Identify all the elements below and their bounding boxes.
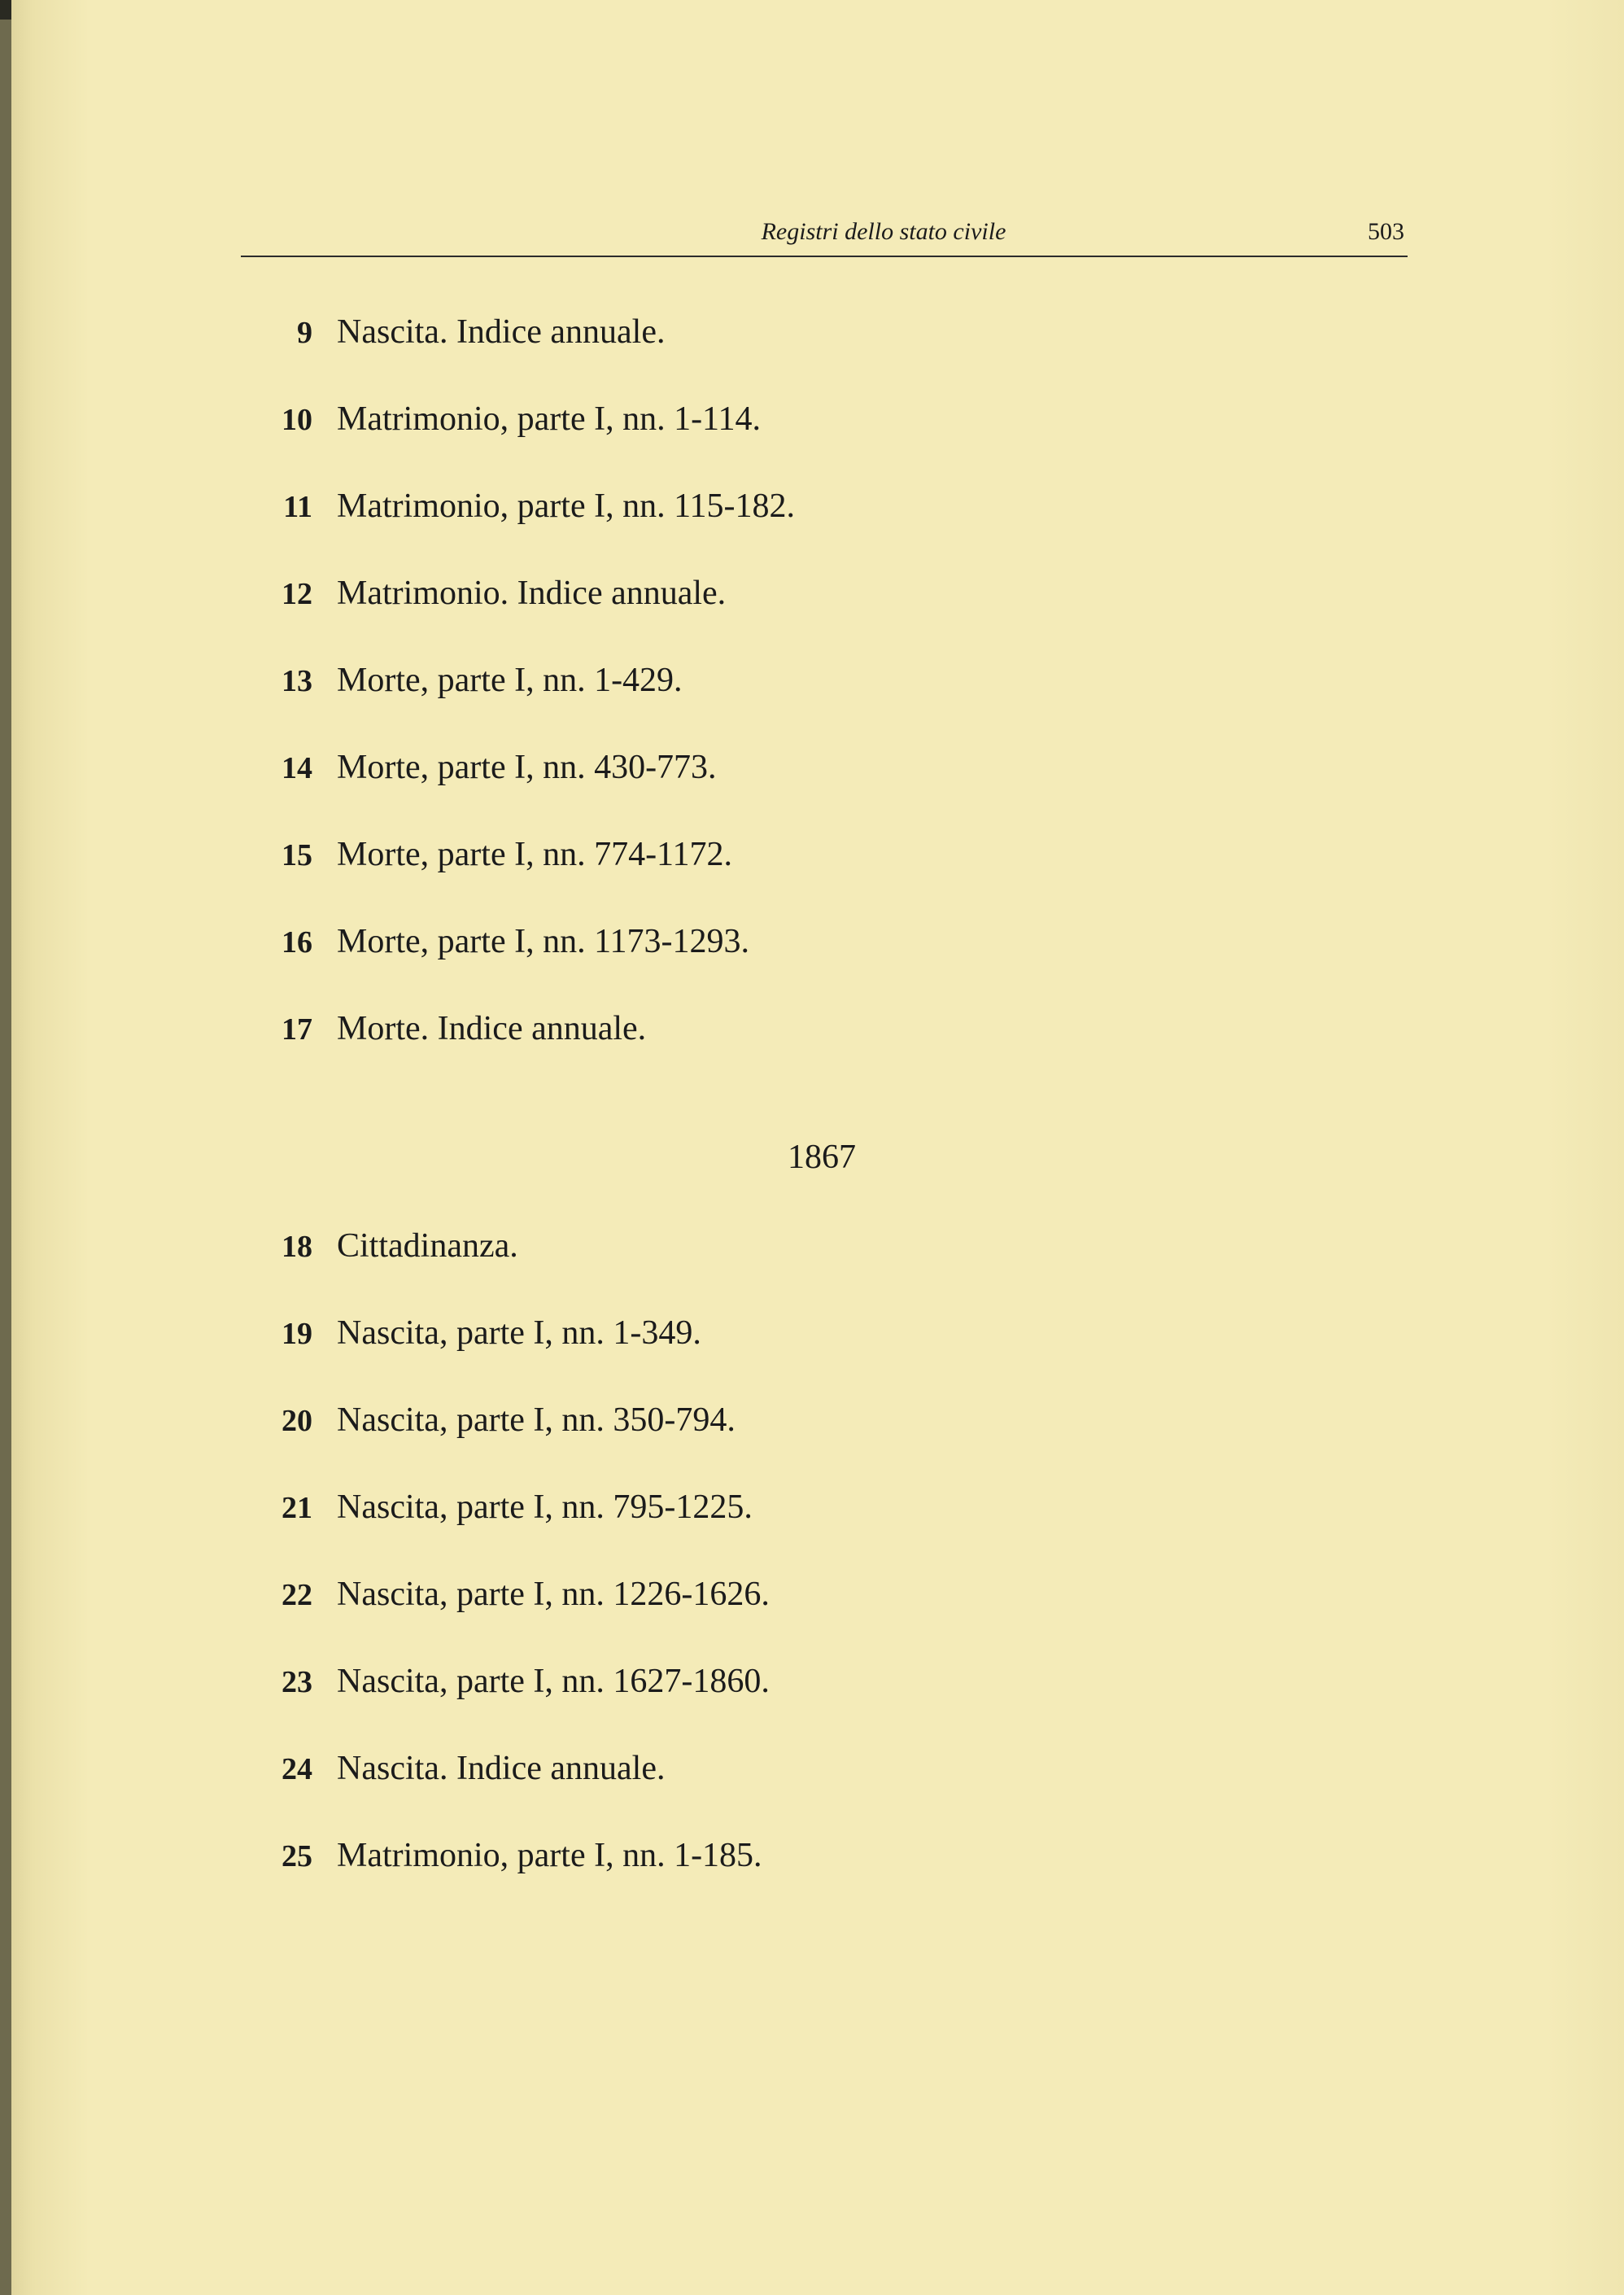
entry-text: Nascita, parte I, nn. 795-1225. <box>337 1488 753 1526</box>
register-entry <box>241 1657 1054 1706</box>
register-entry <box>241 743 1054 792</box>
register-entry <box>241 1222 1054 1270</box>
entry-number: 14 <box>282 751 312 785</box>
register-entry <box>241 1831 1054 1880</box>
entry-number: 10 <box>282 403 312 437</box>
entry-number: 12 <box>282 577 312 611</box>
entry-text: Matrimonio, parte I, nn. 1-185. <box>337 1837 762 1874</box>
running-title: Registri dello stato civile <box>761 218 1006 245</box>
entry-text: Matrimonio, parte I, nn. 115-182. <box>337 487 796 525</box>
entry-text: Matrimonio. Indice annuale. <box>337 575 727 612</box>
entry-number: 21 <box>282 1491 312 1525</box>
entry-text: Nascita, parte I, nn. 1-349. <box>337 1314 701 1352</box>
entry-number: 22 <box>282 1578 312 1612</box>
register-entry <box>241 1396 1054 1445</box>
entry-number: 24 <box>282 1752 312 1786</box>
entry-number: 15 <box>282 838 312 872</box>
entry-number: 23 <box>282 1665 312 1699</box>
entry-text: Cittadinanza. <box>337 1227 518 1265</box>
entry-text: Nascita, parte I, nn. 1627-1860. <box>337 1663 770 1700</box>
entry-text: Nascita. Indice annuale. <box>337 313 666 351</box>
register-entry <box>241 1483 1054 1532</box>
entry-text: Matrimonio, parte I, nn. 1-114. <box>337 400 762 438</box>
entry-text: Nascita, parte I, nn. 1226-1626. <box>337 1576 770 1613</box>
entry-number: 17 <box>282 1012 312 1047</box>
entry-text: Morte, parte I, nn. 430-773. <box>337 749 717 786</box>
entry-text: Nascita. Indice annuale. <box>337 1750 666 1787</box>
page-number: 503 <box>1368 218 1404 245</box>
entry-text: Morte, parte I, nn. 1-429. <box>337 662 683 699</box>
register-entry <box>241 569 1054 618</box>
entry-text: Nascita, parte I, nn. 350-794. <box>337 1401 736 1439</box>
register-entry <box>241 395 1054 444</box>
year-heading: 1867 <box>788 1139 856 1176</box>
book-spine-corner <box>0 0 11 20</box>
entry-number: 20 <box>282 1404 312 1438</box>
register-entry <box>241 1309 1054 1357</box>
entry-text: Morte, parte I, nn. 1173-1293. <box>337 923 749 960</box>
book-spine-edge <box>0 0 11 2295</box>
entry-number: 18 <box>282 1230 312 1264</box>
entry-number: 25 <box>282 1839 312 1873</box>
running-header <box>241 213 1408 257</box>
entry-number: 13 <box>282 664 312 698</box>
register-entry <box>241 482 1054 531</box>
register-entry <box>241 1004 1054 1053</box>
entry-number: 9 <box>297 316 312 350</box>
register-entry <box>241 308 1054 356</box>
entry-number: 16 <box>282 925 312 960</box>
entry-number: 11 <box>283 490 312 524</box>
register-entry <box>241 917 1054 966</box>
entry-text: Morte, parte I, nn. 774-1172. <box>337 836 732 873</box>
entry-text: Morte. Indice annuale. <box>337 1010 647 1047</box>
entry-number: 19 <box>282 1317 312 1351</box>
register-entry <box>241 1744 1054 1793</box>
register-entry <box>241 830 1054 879</box>
register-entry <box>241 656 1054 705</box>
register-entry <box>241 1570 1054 1619</box>
